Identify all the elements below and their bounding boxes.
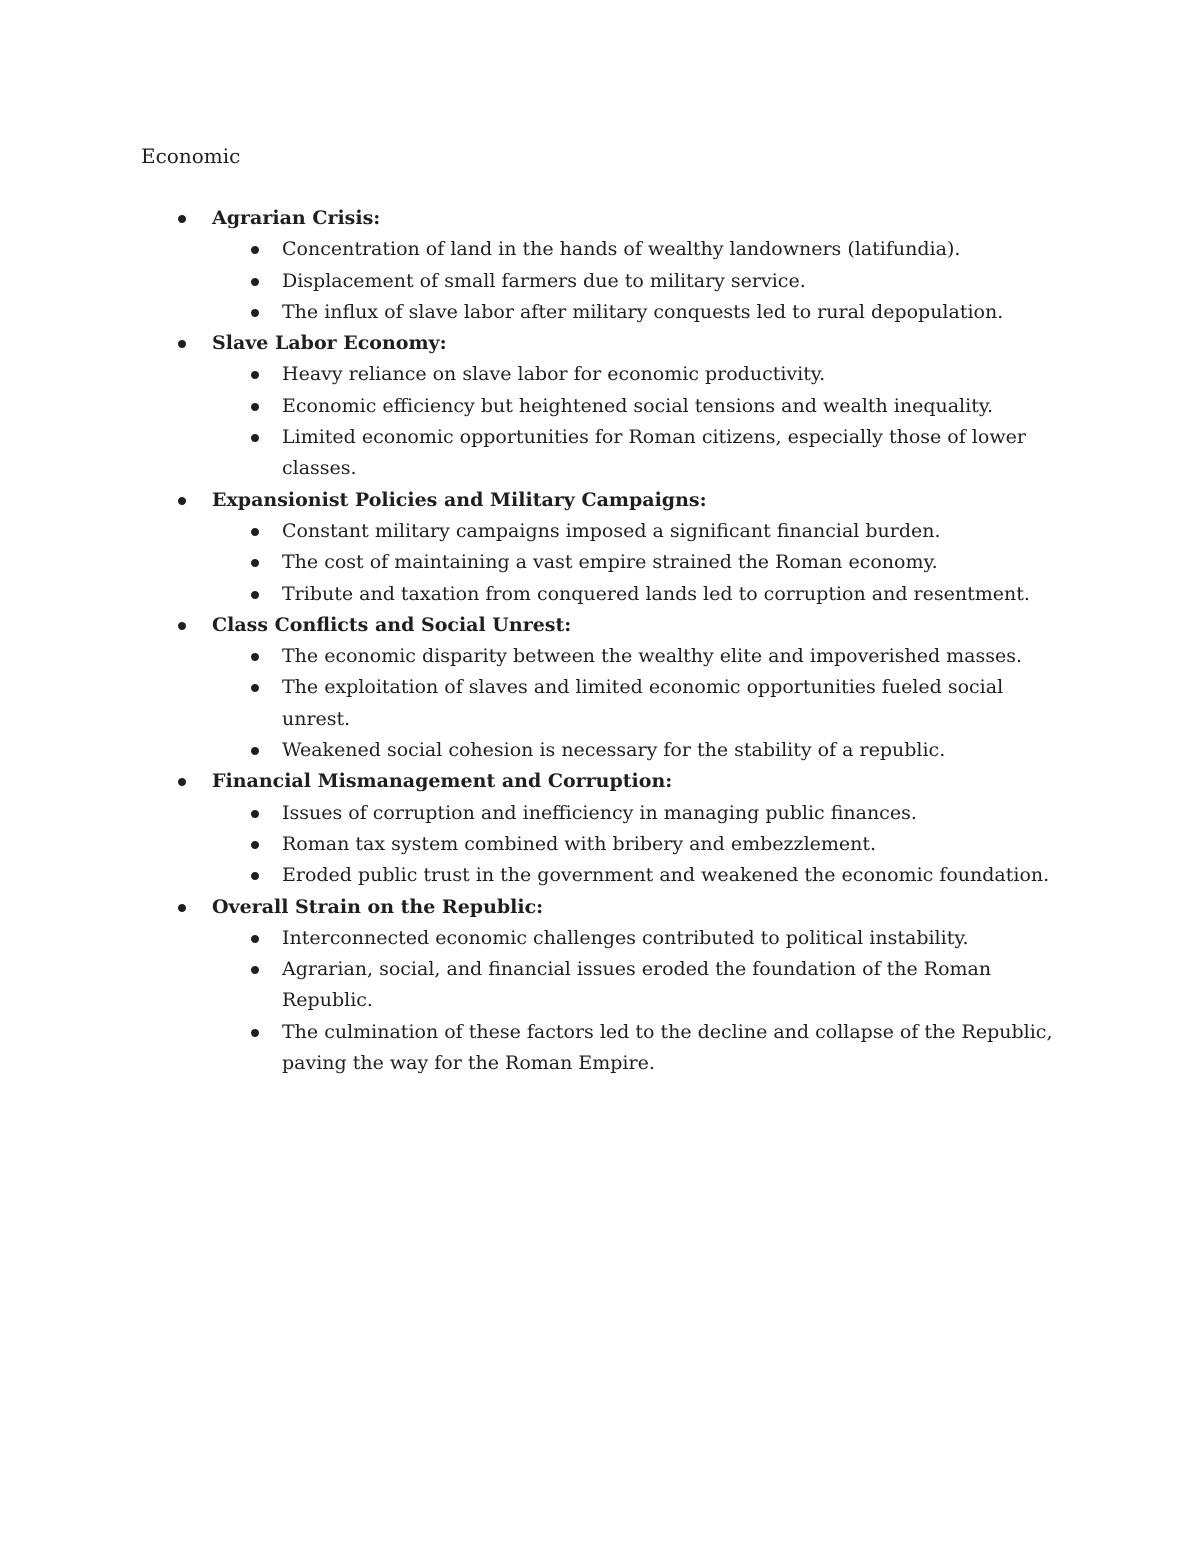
list-item-text: Weakened social cohesion is necessary for the stability of a republic.: [282, 739, 946, 762]
section-heading: [0, 892, 1200, 923]
section-heading-text: Expansionist Policies and Military Campaigns:: [212, 488, 707, 511]
section-heading-text: Overall Strain on the Republic:: [212, 895, 544, 918]
economic-factors-list: [0, 203, 1200, 1079]
bullet-icon: [178, 622, 186, 630]
list-item-text: The cost of maintaining a vast empire strained the Roman economy.: [282, 551, 938, 574]
section-slave-labor-economy: [0, 328, 1200, 484]
section-heading: [0, 203, 1200, 234]
list-item-text: Eroded public trust in the government and weakened the economic foundation.: [282, 864, 1050, 887]
list-item-text: Constant military campaigns imposed a significant financial burden.: [282, 519, 941, 542]
bullet-icon: [178, 778, 186, 786]
bullet-icon: [251, 841, 259, 849]
list-item: [0, 735, 1062, 766]
list-item: [0, 1017, 1062, 1080]
bullet-icon: [251, 810, 259, 818]
bullet-icon: [251, 309, 259, 317]
section-heading-text: Agrarian Crisis:: [212, 207, 381, 229]
bullet-icon: [251, 403, 259, 411]
bullet-icon: [178, 497, 186, 505]
section-expansionist-policies: [0, 485, 1200, 610]
section-heading-text: Slave Labor Economy:: [212, 332, 447, 355]
section-overall-strain: [0, 892, 1200, 1080]
bullet-icon: [251, 1029, 259, 1037]
bullet-icon: [251, 966, 259, 974]
list-item-text: Roman tax system combined with bribery and embezzlement.: [282, 832, 877, 855]
list-item: [0, 516, 1062, 547]
section-heading-text: Financial Mismanagement and Corruption:: [212, 770, 673, 793]
bullet-icon: [251, 684, 259, 692]
sub-point-list: [0, 641, 1200, 766]
list-item: [0, 359, 1062, 390]
bullet-icon: [251, 528, 259, 536]
bullet-icon: [251, 747, 259, 755]
section-financial-mismanagement: [0, 766, 1200, 891]
list-item-text: Interconnected economic challenges contributed to political instability.: [282, 926, 969, 949]
bullet-icon: [251, 872, 259, 880]
list-item-text: Displacement of small farmers due to military service.: [282, 269, 806, 292]
list-item: [0, 297, 1062, 328]
section-heading: [0, 610, 1200, 641]
bullet-icon: [251, 246, 259, 254]
list-item: [0, 672, 1062, 735]
list-item: [0, 860, 1062, 891]
sub-point-list: [0, 798, 1200, 892]
list-item-text: Issues of corruption and inefficiency in managing public finances.: [282, 801, 917, 824]
list-item: [0, 422, 1062, 485]
bullet-icon: [251, 591, 259, 599]
list-item: [0, 798, 1062, 829]
section-heading-text: Class Conflicts and Social Unrest:: [212, 613, 572, 636]
list-item-text: Agrarian, social, and financial issues eroded the foundation of the Roman Republic.: [282, 958, 992, 1012]
bullet-icon: [251, 371, 259, 379]
list-item: [0, 829, 1062, 860]
bullet-icon: [251, 935, 259, 943]
list-item-text: Limited economic opportunities for Roman citizens, especially those of lower classes.: [282, 426, 1026, 480]
bullet-icon: [251, 434, 259, 442]
sub-point-list: [0, 359, 1200, 484]
section-agrarian-crisis: [0, 203, 1200, 328]
list-item: [0, 954, 1062, 1017]
list-item: [0, 579, 1062, 610]
list-item-text: Economic efficiency but heightened social tensions and wealth inequality.: [282, 394, 994, 417]
list-item: [0, 266, 1062, 297]
bullet-icon: [178, 340, 186, 348]
section-class-conflicts: [0, 610, 1200, 766]
list-item: [0, 641, 1062, 672]
list-item-text: The influx of slave labor after military conquests led to rural depopulation.: [282, 300, 1004, 323]
section-heading: [0, 485, 1200, 516]
list-item: [0, 234, 1062, 265]
bullet-icon: [251, 559, 259, 567]
bullet-icon: [178, 904, 186, 912]
list-item-text: The economic disparity between the wealthy elite and impoverished masses.: [282, 645, 1023, 668]
sub-point-list: [0, 234, 1200, 328]
section-heading: [0, 766, 1200, 797]
bullet-icon: [178, 215, 186, 223]
sub-point-list: [0, 923, 1200, 1079]
bullet-icon: [251, 278, 259, 286]
sub-point-list: [0, 516, 1200, 610]
list-item-text: The exploitation of slaves and limited economic opportunities fueled social unrest.: [282, 676, 1004, 730]
bullet-icon: [251, 653, 259, 661]
list-item-text: Heavy reliance on slave labor for economic productivity.: [282, 363, 826, 386]
list-item: [0, 923, 1062, 954]
document-title: Economic: [141, 144, 241, 168]
list-item-text: Tribute and taxation from conquered lands led to corruption and resentment.: [282, 582, 1030, 605]
section-heading: [0, 328, 1200, 359]
list-item-text: The culmination of these factors led to the decline and collapse of the Republic, paving the way for the Roman Empire.: [282, 1020, 1053, 1075]
list-item: [0, 547, 1062, 578]
list-item: [0, 391, 1062, 422]
list-item-text: Concentration of land in the hands of wealthy landowners (latifundia).: [282, 238, 961, 261]
